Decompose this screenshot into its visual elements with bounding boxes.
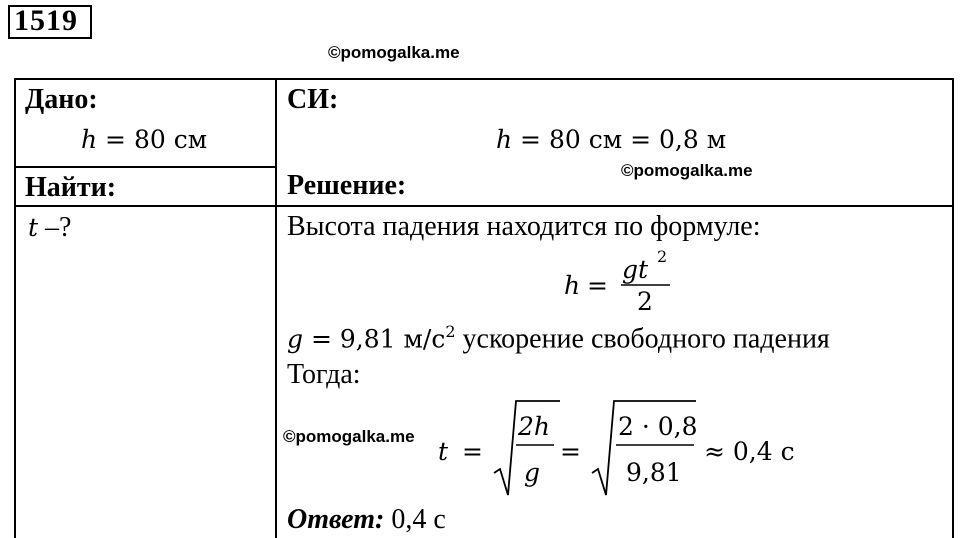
formula-num1: 2h xyxy=(518,412,551,441)
formula-t: t xyxy=(438,437,449,466)
formula-result: ≈ 0,4 с xyxy=(704,437,795,466)
formula-time xyxy=(436,393,816,503)
formula-eq1: = xyxy=(462,437,483,466)
formula-num2: 2 · 0,8 xyxy=(618,412,698,441)
find-divider xyxy=(14,205,276,207)
g-value: = 9,81 м/с xyxy=(303,324,446,354)
formula-eq: = xyxy=(587,271,608,300)
formula-den1: g xyxy=(524,458,541,487)
watermark: ©pomogalka.me xyxy=(621,161,753,180)
formula-den2: 9,81 xyxy=(626,458,682,487)
formula-height xyxy=(560,246,680,316)
table-right-border xyxy=(952,78,954,538)
si-header: СИ: xyxy=(287,84,339,115)
table-column-divider xyxy=(275,78,277,538)
var-h: h xyxy=(496,125,513,154)
var-h: h xyxy=(81,125,98,154)
given-height-value: = 80 см xyxy=(97,125,208,154)
var-t: t xyxy=(28,213,39,242)
formula-den: 2 xyxy=(637,287,653,316)
given-header: Дано: xyxy=(25,84,98,115)
g-definition xyxy=(287,324,830,353)
table-top-border xyxy=(14,78,954,80)
g-unit-exp: 2 xyxy=(445,322,456,341)
problem-number-box xyxy=(8,5,92,39)
answer-value: 0,4 с xyxy=(384,504,446,535)
formula-num: gt xyxy=(622,255,649,284)
given-find-divider xyxy=(14,166,276,168)
solution-header: Решение: xyxy=(287,170,407,201)
solution-line1: Высота падения находится по формуле: xyxy=(287,211,761,242)
find-question: –? xyxy=(38,212,72,243)
given-height xyxy=(81,127,207,152)
answer-label: Ответ: xyxy=(287,504,385,535)
si-conversion xyxy=(496,127,726,152)
si-conversion-value: = 80 см = 0,8 м xyxy=(512,125,727,154)
then-label: Тогда: xyxy=(287,359,361,390)
answer xyxy=(287,506,446,534)
g-description: ускорение свободного падения xyxy=(455,323,830,355)
find-header: Найти: xyxy=(25,172,117,203)
formula-eq2: = xyxy=(560,437,581,466)
formula-h: h xyxy=(564,271,581,300)
formula-num-exp: 2 xyxy=(657,247,668,266)
table-left-border xyxy=(14,78,16,538)
problem-number: 1519 xyxy=(14,4,78,37)
find-unknown xyxy=(28,214,71,242)
var-g: g xyxy=(287,324,304,354)
watermark: ©pomogalka.me xyxy=(283,427,415,446)
watermark: ©pomogalka.me xyxy=(328,43,460,62)
si-solution-divider xyxy=(275,205,954,207)
